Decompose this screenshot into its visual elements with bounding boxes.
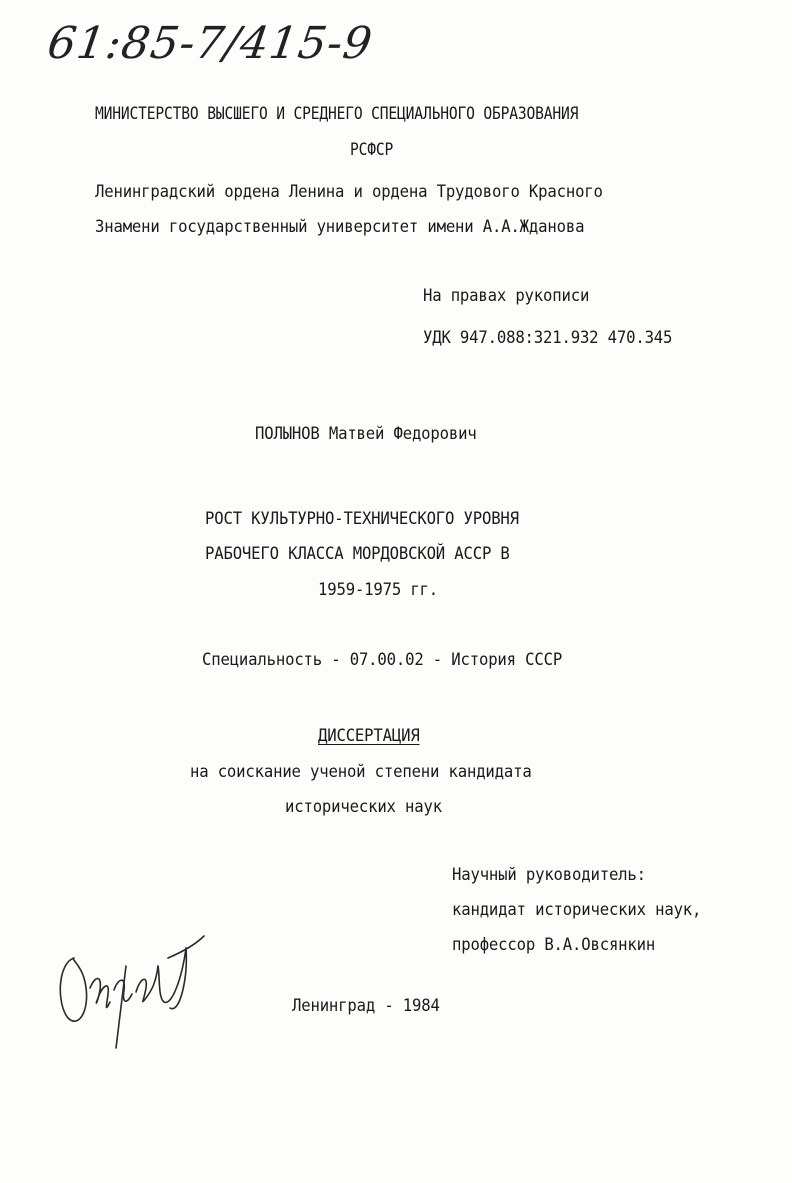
supervisor-degree: кандидат исторических наук, (452, 900, 702, 920)
handwritten-signature (40, 918, 210, 1058)
ministry-line-1: МИНИСТЕРСТВО ВЫСШЕГО И СРЕДНЕГО СПЕЦИАЛЬНОГО ОБРАЗОВАНИЯ (95, 104, 579, 124)
dissertation-line-1: на соискание ученой степени кандидата (190, 762, 532, 782)
city-year: Ленинград - 1984 (292, 996, 440, 1016)
ministry-line-2: РСФСР (350, 140, 394, 160)
udk-code: УДК 947.088:321.932 470.345 (423, 328, 673, 348)
university-line-2: Знамени государственный университет имени А.А.Жданова (95, 217, 585, 237)
dissertation-line-2: исторических наук (285, 797, 442, 817)
manuscript-rights: На правах рукописи (423, 286, 590, 306)
title-line-3: 1959-1975 гг. (318, 580, 439, 600)
title-line-2: РАБОЧЕГО КЛАССА МОРДОВСКОЙ АССР В (205, 544, 510, 564)
handwritten-catalog-number: 61:85-7/415-9 (44, 18, 376, 69)
title-line-1: РОСТ КУЛЬТУРНО-ТЕХНИЧЕСКОГО УРОВНЯ (205, 509, 519, 529)
dissertation-label: ДИССЕРТАЦИЯ (318, 726, 420, 746)
university-line-1: Ленинградский ордена Ленина и ордена Трудового Красного (95, 182, 603, 202)
supervisor-name: профессор В.А.Овсянкин (452, 935, 656, 955)
supervisor-label: Научный руководитель: (452, 865, 646, 885)
specialty: Специальность - 07.00.02 - История СССР (202, 650, 563, 670)
author-name: ПОЛЫНОВ Матвей Федорович (255, 424, 477, 444)
